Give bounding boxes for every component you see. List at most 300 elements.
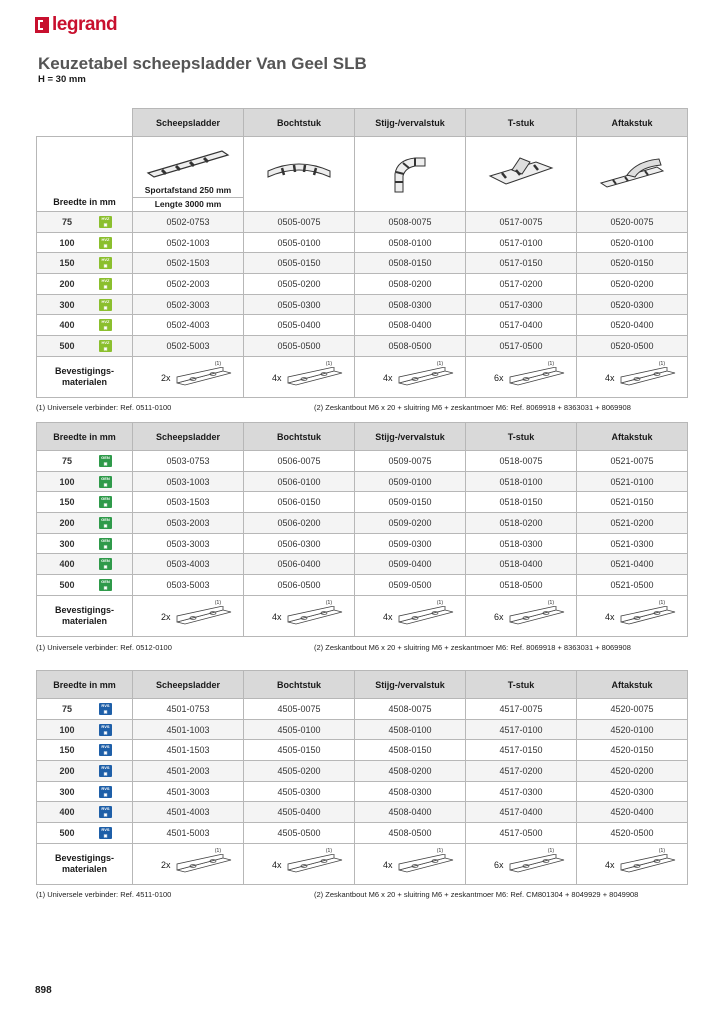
reference-number: 4501-5003 xyxy=(166,827,210,838)
reference-cell xyxy=(355,212,466,233)
column-header xyxy=(355,671,466,699)
width-value: 100 xyxy=(59,724,75,735)
page-title: Keuzetabel scheepsladder Van Geel SLB xyxy=(38,54,367,73)
product-image-cell xyxy=(355,137,466,212)
reference-number: 0518-0300 xyxy=(499,538,543,549)
reference-cell xyxy=(133,740,244,761)
width-value: 400 xyxy=(59,559,75,570)
reference-cell xyxy=(466,471,577,492)
column-header xyxy=(466,423,577,451)
reference-number: 0503-5003 xyxy=(166,579,210,590)
bev-cell xyxy=(244,843,355,884)
table-header-row xyxy=(37,423,688,451)
note-marker: (1) xyxy=(214,847,221,854)
width-value: 150 xyxy=(59,258,75,269)
bev-cell xyxy=(133,595,244,636)
table-row xyxy=(37,253,688,274)
reference-cell xyxy=(577,492,688,513)
width-cell xyxy=(37,699,133,720)
reference-number: 4517-0400 xyxy=(499,807,543,818)
reference-cell xyxy=(133,719,244,740)
connector-quantity: 2x xyxy=(161,611,171,622)
width-value: 75 xyxy=(61,455,72,466)
selection-table xyxy=(36,422,688,637)
width-cell xyxy=(37,513,133,534)
footnote-2: (2) Zeskantbout M6 x 20 + sluitring M6 + zeskantmoer M6: Ref. 8069918 + 8363031 + 8069908 xyxy=(314,643,631,652)
reference-cell xyxy=(577,274,688,295)
finish-badge-text: RVS xyxy=(101,826,110,832)
reference-cell xyxy=(577,315,688,336)
reference-number: 0518-0150 xyxy=(499,497,543,508)
bev-cell xyxy=(466,595,577,636)
finish-badge-icon: HVZ ▣ xyxy=(99,319,112,331)
reference-cell xyxy=(133,294,244,315)
reference-number: 4508-0150 xyxy=(388,745,432,756)
width-cell xyxy=(37,232,133,253)
note-marker: (1) xyxy=(658,360,665,367)
reference-cell xyxy=(244,823,355,844)
bev-cell xyxy=(466,356,577,397)
reference-cell xyxy=(244,471,355,492)
connector-quantity: 4x xyxy=(383,372,393,383)
width-value: 200 xyxy=(59,278,75,289)
connector-quantity: 4x xyxy=(605,372,615,383)
finish-badge-icon: HVZ ▣ xyxy=(99,257,112,269)
reference-cell xyxy=(355,823,466,844)
reference-cell xyxy=(577,294,688,315)
reference-number: 4508-0400 xyxy=(388,807,432,818)
footnote-1: (1) Universele verbinder: Ref. 4511-0100 xyxy=(36,890,172,899)
finish-badge-icon: RVS ▣ xyxy=(99,724,112,736)
sportafstand-label: Sportafstand 250 mm xyxy=(144,185,232,195)
reference-cell xyxy=(577,719,688,740)
table-row xyxy=(37,451,688,472)
column-header-label: Stijg-/vervalstuk xyxy=(375,117,445,128)
bev-label-line1: Bevestigings- xyxy=(54,365,114,376)
bev-cell xyxy=(244,356,355,397)
width-cell xyxy=(37,575,133,596)
reference-cell xyxy=(244,274,355,295)
reference-number: 4505-0075 xyxy=(277,703,321,714)
reference-cell xyxy=(577,232,688,253)
reference-number: 4520-0500 xyxy=(610,827,654,838)
bev-cell xyxy=(244,595,355,636)
reference-cell xyxy=(244,740,355,761)
connector-quantity: 4x xyxy=(605,859,615,870)
reference-cell xyxy=(133,802,244,823)
reference-cell xyxy=(133,212,244,233)
finish-badge-icon: GEN ▣ xyxy=(99,517,112,529)
reference-number: 0509-0075 xyxy=(388,455,432,466)
reference-number: 0509-0150 xyxy=(388,497,432,508)
reference-number: 0509-0500 xyxy=(388,579,432,590)
reference-number: 0518-0400 xyxy=(499,559,543,570)
reference-number: 4520-0200 xyxy=(610,765,654,776)
reference-cell xyxy=(355,740,466,761)
finish-badge-icon: HVZ ▣ xyxy=(99,237,112,249)
width-value: 400 xyxy=(59,320,75,331)
reference-number: 0508-0075 xyxy=(388,216,432,227)
finish-badge-icon: RVS ▣ xyxy=(99,765,112,777)
reference-number: 0508-0150 xyxy=(388,258,432,269)
reference-cell xyxy=(466,699,577,720)
bev-cell xyxy=(577,595,688,636)
note-marker: (1) xyxy=(658,847,665,854)
finish-badge-text: HVZ xyxy=(101,319,110,325)
finish-badge-text: RVS xyxy=(101,764,110,770)
width-value: 100 xyxy=(59,476,75,487)
table-row xyxy=(37,823,688,844)
reference-cell xyxy=(466,554,577,575)
product-image-cell xyxy=(577,137,688,212)
reference-number: 4508-0300 xyxy=(388,786,432,797)
column-header-label: Aftakstuk xyxy=(611,679,653,690)
reference-number: 0505-0150 xyxy=(277,258,321,269)
reference-cell xyxy=(466,802,577,823)
finish-badge-icon: RVS ▣ xyxy=(99,806,112,818)
width-value: 100 xyxy=(59,237,75,248)
reference-number: 4517-0100 xyxy=(499,724,543,735)
column-header-label: T-stuk xyxy=(507,679,535,690)
table-row xyxy=(37,699,688,720)
reference-number: 0521-0100 xyxy=(610,476,654,487)
reference-cell xyxy=(133,575,244,596)
reference-cell xyxy=(577,781,688,802)
finish-badge-text: RVS xyxy=(101,723,110,729)
reference-number: 4501-2003 xyxy=(166,765,210,776)
finish-badge-text: RVS xyxy=(101,785,110,791)
width-value: 75 xyxy=(61,703,72,714)
bev-cell xyxy=(133,843,244,884)
reference-number: 0520-0400 xyxy=(610,320,654,331)
reference-cell xyxy=(244,802,355,823)
note-marker: (1) xyxy=(436,847,443,854)
note-marker: (1) xyxy=(547,847,554,854)
reference-number: 4501-3003 xyxy=(166,786,210,797)
finish-badge-icon: RVS ▣ xyxy=(99,703,112,715)
reference-cell xyxy=(244,699,355,720)
reference-cell xyxy=(355,492,466,513)
reference-number: 4501-4003 xyxy=(166,807,210,818)
finish-badge-icon: HVZ ▣ xyxy=(99,216,112,228)
table-row xyxy=(37,740,688,761)
table-row xyxy=(37,513,688,534)
lengte-label: Lengte 3000 mm xyxy=(133,197,243,211)
finish-badge-icon: GEN ▣ xyxy=(99,496,112,508)
selection-table xyxy=(36,670,688,885)
reference-number: 0505-0500 xyxy=(277,340,321,351)
reference-cell xyxy=(244,212,355,233)
reference-cell xyxy=(466,274,577,295)
reference-cell xyxy=(466,719,577,740)
column-header-label: Scheepsladder xyxy=(155,679,221,690)
reference-cell xyxy=(577,533,688,554)
column-header-label: Bochtstuk xyxy=(276,117,321,128)
width-value: 150 xyxy=(59,497,75,508)
width-cell xyxy=(37,761,133,782)
reference-number: 0506-0150 xyxy=(277,497,321,508)
reference-cell xyxy=(133,253,244,274)
finish-badge-icon: GEN ▣ xyxy=(99,579,112,591)
note-marker: (1) xyxy=(547,360,554,367)
reference-cell xyxy=(577,740,688,761)
table-row xyxy=(37,554,688,575)
bev-label-cell xyxy=(37,843,133,884)
reference-number: 0520-0075 xyxy=(610,216,654,227)
finish-badge-icon: GEN ▣ xyxy=(99,558,112,570)
bev-label-line2: materialen xyxy=(61,863,108,874)
reference-cell xyxy=(466,740,577,761)
bev-label-line2: materialen xyxy=(61,615,108,626)
finish-badge-icon: GEN ▣ xyxy=(99,455,112,467)
reference-number: 0520-0200 xyxy=(610,278,654,289)
header-width xyxy=(37,671,133,699)
reference-number: 0518-0075 xyxy=(499,455,543,466)
width-cell xyxy=(37,451,133,472)
header-width xyxy=(37,423,133,451)
finish-badge-text: HVZ xyxy=(101,215,110,221)
finish-badge-icon: RVS ▣ xyxy=(99,786,112,798)
reference-cell xyxy=(355,781,466,802)
legrand-logo-mark xyxy=(35,17,49,33)
width-cell xyxy=(37,294,133,315)
reference-number: 0508-0200 xyxy=(388,278,432,289)
table-header-row xyxy=(37,671,688,699)
width-cell xyxy=(37,274,133,295)
reference-cell xyxy=(244,761,355,782)
reference-number: 0520-0100 xyxy=(610,237,654,248)
page-number: 898 xyxy=(35,985,52,996)
connector-quantity: 4x xyxy=(272,611,282,622)
reference-cell xyxy=(355,451,466,472)
t-stuk-image xyxy=(466,156,576,192)
reference-number: 0503-4003 xyxy=(166,559,210,570)
note-marker: (1) xyxy=(325,360,332,367)
reference-cell xyxy=(133,471,244,492)
reference-number: 0502-1003 xyxy=(166,237,210,248)
reference-cell xyxy=(355,513,466,534)
reference-number: 0509-0400 xyxy=(388,559,432,570)
finish-badge-text: RVS xyxy=(101,806,110,812)
width-header-label: Breedte in mm xyxy=(53,431,116,442)
reference-number: 0502-5003 xyxy=(166,340,210,351)
reference-number: 4505-0100 xyxy=(277,724,321,735)
reference-number: 4508-0200 xyxy=(388,765,432,776)
reference-number: 0503-1503 xyxy=(166,497,210,508)
column-header-label: Stijg-/vervalstuk xyxy=(375,431,445,442)
reference-cell xyxy=(244,513,355,534)
reference-number: 4517-0150 xyxy=(499,745,543,756)
reference-number: 4505-0400 xyxy=(277,807,321,818)
reference-cell xyxy=(577,212,688,233)
finish-badge-text: GEN xyxy=(101,496,110,502)
reference-cell xyxy=(244,492,355,513)
reference-cell xyxy=(133,315,244,336)
reference-number: 0517-0500 xyxy=(499,340,543,351)
bev-cell xyxy=(577,356,688,397)
reference-cell xyxy=(355,533,466,554)
bevestigingsmaterialen-row xyxy=(37,843,688,884)
reference-cell xyxy=(355,315,466,336)
reference-cell xyxy=(577,802,688,823)
finish-badge-text: GEN xyxy=(101,578,110,584)
reference-cell xyxy=(133,492,244,513)
reference-cell xyxy=(466,823,577,844)
column-header xyxy=(244,109,355,137)
reference-cell xyxy=(133,823,244,844)
reference-number: 4517-0200 xyxy=(499,765,543,776)
table-row xyxy=(37,232,688,253)
finish-badge-icon: HVZ ▣ xyxy=(99,299,112,311)
note-marker: (1) xyxy=(325,847,332,854)
bev-label-line1: Bevestigings- xyxy=(54,604,114,615)
reference-number: 0518-0200 xyxy=(499,517,543,528)
reference-number: 4517-0300 xyxy=(499,786,543,797)
column-header-label: T-stuk xyxy=(507,117,535,128)
width-cell xyxy=(37,253,133,274)
connector-quantity: 2x xyxy=(161,859,171,870)
column-header xyxy=(577,671,688,699)
width-cell xyxy=(37,315,133,336)
reference-number: 0517-0075 xyxy=(499,216,543,227)
reference-number: 4501-0753 xyxy=(166,703,210,714)
reference-cell xyxy=(577,336,688,357)
footnote-1: (1) Universele verbinder: Ref. 0512-0100 xyxy=(36,643,172,652)
page-subtitle: H = 30 mm xyxy=(38,74,86,85)
reference-number: 0506-0100 xyxy=(277,476,321,487)
column-header-label: Stijg-/vervalstuk xyxy=(375,679,445,690)
reference-number: 0506-0075 xyxy=(277,455,321,466)
reference-number: 0506-0500 xyxy=(277,579,321,590)
brand-name: legrand xyxy=(52,14,118,35)
reference-cell xyxy=(577,699,688,720)
reference-cell xyxy=(466,315,577,336)
column-header xyxy=(577,109,688,137)
column-header xyxy=(244,671,355,699)
bev-cell xyxy=(355,595,466,636)
width-value: 300 xyxy=(59,786,75,797)
finish-badge-icon: GEN ▣ xyxy=(99,476,112,488)
connector-quantity: 6x xyxy=(494,859,504,870)
reference-cell xyxy=(577,471,688,492)
finish-badge-icon: RVS ▣ xyxy=(99,827,112,839)
table-row xyxy=(37,212,688,233)
finish-badge-text: HVZ xyxy=(101,298,110,304)
bev-cell xyxy=(355,843,466,884)
reference-number: 0521-0150 xyxy=(610,497,654,508)
reference-cell xyxy=(133,554,244,575)
reference-cell xyxy=(577,554,688,575)
reference-number: 4508-0500 xyxy=(388,827,432,838)
reference-number: 0520-0500 xyxy=(610,340,654,351)
reference-number: 4520-0300 xyxy=(610,786,654,797)
reference-cell xyxy=(355,253,466,274)
reference-cell xyxy=(244,554,355,575)
bev-cell xyxy=(577,843,688,884)
table-row xyxy=(37,761,688,782)
column-header-label: Scheepsladder xyxy=(155,431,221,442)
legrand-logo xyxy=(35,15,117,35)
reference-number: 0509-0100 xyxy=(388,476,432,487)
width-value: 500 xyxy=(59,340,75,351)
product-image-cell xyxy=(133,137,244,212)
reference-number: 4501-1003 xyxy=(166,724,210,735)
reference-number: 0505-0075 xyxy=(277,216,321,227)
finish-badge-text: HVZ xyxy=(101,277,110,283)
width-cell xyxy=(37,212,133,233)
reference-number: 0520-0300 xyxy=(610,299,654,310)
reference-number: 0502-4003 xyxy=(166,320,210,331)
stijg-vervalstuk-image xyxy=(355,154,465,194)
reference-cell xyxy=(133,336,244,357)
width-cell xyxy=(37,533,133,554)
bev-label-cell xyxy=(37,595,133,636)
reference-number: 0502-1503 xyxy=(166,258,210,269)
reference-number: 4505-0500 xyxy=(277,827,321,838)
reference-number: 0518-0500 xyxy=(499,579,543,590)
reference-cell xyxy=(244,533,355,554)
footnote-1: (1) Universele verbinder: Ref. 0511-0100 xyxy=(36,403,172,412)
connector-quantity: 6x xyxy=(494,611,504,622)
reference-cell xyxy=(355,554,466,575)
reference-cell xyxy=(466,336,577,357)
reference-number: 4508-0100 xyxy=(388,724,432,735)
reference-number: 0505-0300 xyxy=(277,299,321,310)
width-header-label: Breedte in mm xyxy=(53,679,116,690)
reference-cell xyxy=(466,232,577,253)
reference-number: 4520-0400 xyxy=(610,807,654,818)
finish-badge-icon: RVS ▣ xyxy=(99,744,112,756)
reference-cell xyxy=(577,823,688,844)
reference-cell xyxy=(244,253,355,274)
product-image-cell xyxy=(466,137,577,212)
reference-number: 4520-0075 xyxy=(610,703,654,714)
column-header xyxy=(133,423,244,451)
finish-badge-text: GEN xyxy=(101,516,110,522)
reference-cell xyxy=(466,253,577,274)
table-header-row xyxy=(37,109,688,137)
column-header xyxy=(133,671,244,699)
reference-number: 0517-0150 xyxy=(499,258,543,269)
reference-number: 4501-1503 xyxy=(166,745,210,756)
reference-cell xyxy=(466,533,577,554)
reference-cell xyxy=(466,212,577,233)
footnote-2: (2) Zeskantbout M6 x 20 + sluitring M6 + zeskantmoer M6: Ref. CM801304 + 8049929 + 8049908 xyxy=(314,890,639,899)
reference-number: 4520-0100 xyxy=(610,724,654,735)
finish-badge-text: GEN xyxy=(101,558,110,564)
width-cell xyxy=(37,492,133,513)
reference-number: 0503-2003 xyxy=(166,517,210,528)
finish-badge-text: HVZ xyxy=(101,236,110,242)
connector-quantity: 4x xyxy=(383,859,393,870)
reference-cell xyxy=(355,471,466,492)
note-marker: (1) xyxy=(658,599,665,606)
reference-cell xyxy=(577,513,688,534)
width-value: 200 xyxy=(59,517,75,528)
connector-quantity: 4x xyxy=(272,372,282,383)
bochtstuk-image xyxy=(244,157,354,191)
note-marker: (1) xyxy=(214,360,221,367)
footnote-2: (2) Zeskantbout M6 x 20 + sluitring M6 + zeskantmoer M6: Ref. 8069918 + 8363031 + 8069908 xyxy=(314,403,631,412)
width-cell xyxy=(37,336,133,357)
reference-number: 4520-0150 xyxy=(610,745,654,756)
reference-cell xyxy=(466,761,577,782)
reference-number: 0521-0075 xyxy=(610,455,654,466)
width-cell xyxy=(37,802,133,823)
width-value: 500 xyxy=(59,579,75,590)
reference-number: 0506-0400 xyxy=(277,559,321,570)
reference-cell xyxy=(244,451,355,472)
